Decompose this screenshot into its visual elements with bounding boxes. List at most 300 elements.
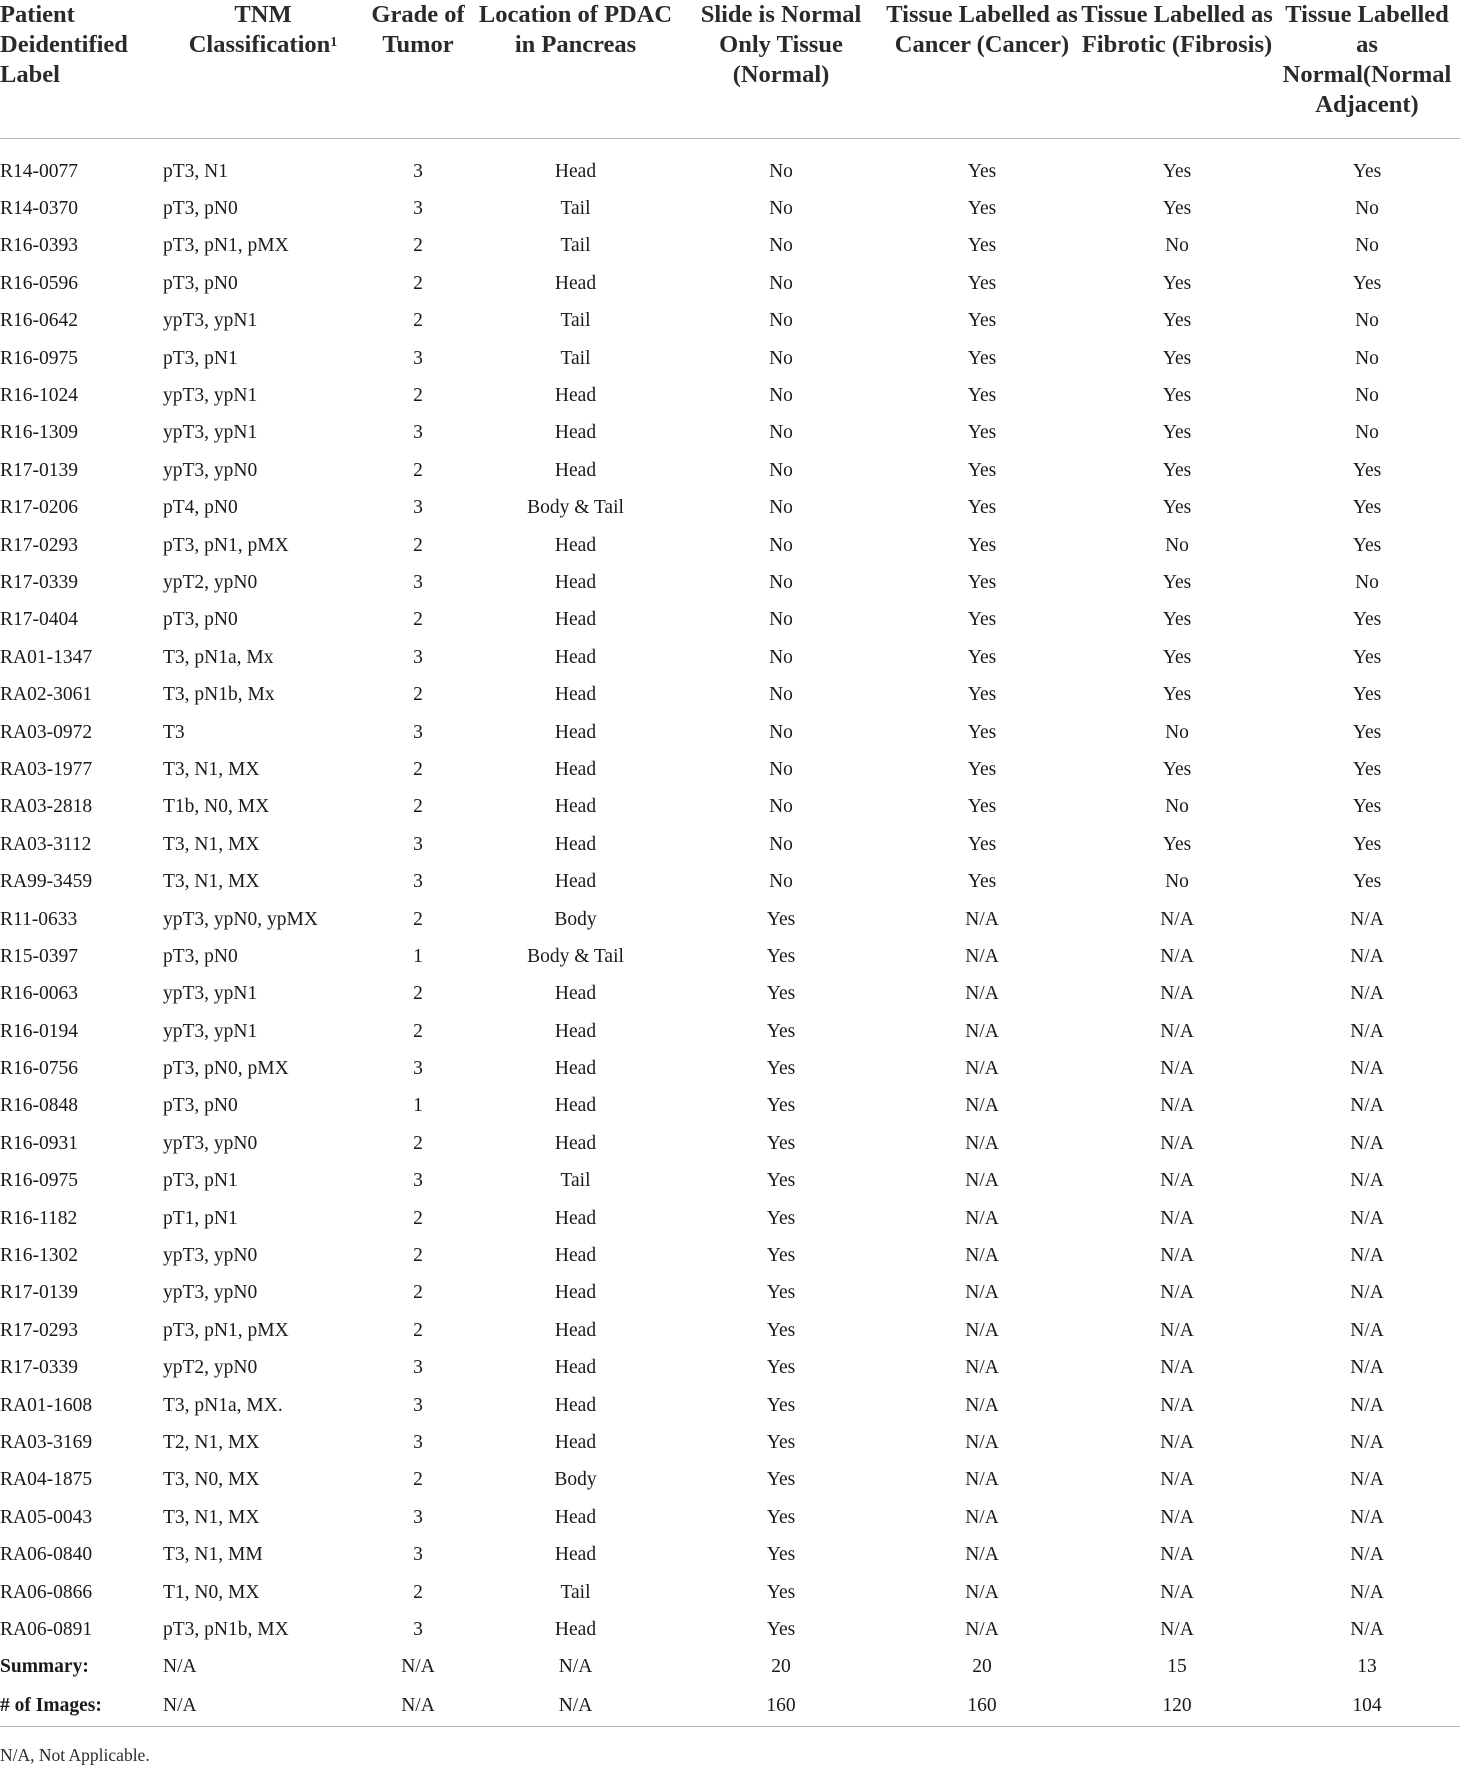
cell-normal-adjacent: No: [1355, 235, 1379, 257]
cell-tnm: pT3, pN0: [163, 945, 238, 967]
cell-cancer: N/A: [965, 1394, 999, 1416]
table-row: [0, 190, 1460, 227]
summary-cell-tnm: N/A: [163, 1686, 363, 1727]
cell-patient-label: RA01-1608: [0, 1394, 93, 1416]
cell-location: Body & Tail: [527, 945, 624, 967]
cell-cancer: Yes: [967, 310, 997, 332]
summary-cell-cancer: 20: [972, 1656, 992, 1678]
summary-cell-location: N/A: [558, 1656, 593, 1678]
cell-grade: 2: [413, 1245, 423, 1267]
cell-cancer: Yes: [967, 272, 997, 294]
cell-patient-label: RA06-0891: [0, 1618, 93, 1640]
cell-normal-adjacent: Yes: [1352, 871, 1382, 893]
cell-tnm: ypT2, ypN0: [163, 571, 258, 593]
table-row: [0, 714, 1460, 751]
cell-tnm: pT3, pN1, pMX: [163, 1319, 289, 1341]
cell-normal-only: Yes: [766, 1095, 796, 1117]
cell-normal-adjacent: Yes: [1352, 684, 1382, 706]
cell-normal-adjacent: No: [1355, 198, 1379, 220]
cell-patient-label: RA03-3169: [0, 1431, 93, 1453]
cell-cancer: N/A: [965, 983, 999, 1005]
cell-location: Head: [554, 385, 597, 407]
cell-cancer: N/A: [965, 1207, 999, 1229]
cell-normal-adjacent: No: [1355, 422, 1379, 444]
cell-grade: 2: [413, 908, 423, 930]
table-row: [0, 415, 1460, 452]
cell-tnm: pT3, pN0: [163, 198, 238, 220]
cell-location: Head: [554, 1020, 597, 1042]
cell-fibrosis: Yes: [1162, 272, 1192, 294]
cell-normal-only: No: [769, 646, 793, 668]
cell-tnm: pT1, pN1: [163, 1207, 238, 1229]
cell-normal-only: Yes: [766, 1245, 796, 1267]
table-row: [0, 1050, 1460, 1087]
cell-grade: 2: [413, 1020, 423, 1042]
cell-cancer: Yes: [967, 497, 997, 519]
cell-fibrosis: Yes: [1162, 310, 1192, 332]
cell-patient-label: R16-0642: [0, 310, 78, 332]
cell-normal-adjacent: N/A: [1350, 1506, 1384, 1528]
cell-grade: 3: [413, 1544, 423, 1566]
cell-patient-label: RA03-3112: [0, 833, 92, 855]
cell-fibrosis: N/A: [1160, 1394, 1194, 1416]
cell-cancer: N/A: [965, 1058, 999, 1080]
cell-cancer: N/A: [965, 945, 999, 967]
summary-cell-tnm: N/A: [163, 1656, 197, 1678]
cell-location: Tail: [560, 310, 591, 332]
cell-location: Head: [554, 1431, 597, 1453]
cell-normal-adjacent: Yes: [1352, 646, 1382, 668]
cell-normal-only: Yes: [766, 1581, 796, 1603]
cell-fibrosis: N/A: [1160, 1506, 1194, 1528]
cell-patient-label: R16-0756: [0, 1058, 78, 1080]
cell-patient-label: R16-0931: [0, 1132, 78, 1154]
cell-fibrosis: N/A: [1160, 1544, 1194, 1566]
cell-fibrosis: N/A: [1160, 1132, 1194, 1154]
cell-location: Head: [554, 1282, 597, 1304]
cell-normal-only: Yes: [766, 1020, 796, 1042]
cell-location: Head: [554, 1245, 597, 1267]
cell-normal-only: No: [769, 609, 793, 631]
cell-tnm: pT3, N1: [163, 160, 228, 182]
cell-location: Head: [554, 422, 597, 444]
cell-fibrosis: No: [1165, 796, 1189, 818]
cell-patient-label: R11-0633: [0, 908, 78, 930]
cell-tnm: T3, N0, MX: [163, 1469, 260, 1491]
cell-patient-label: R17-0139: [0, 1282, 78, 1304]
cell-tnm: ypT3, ypN1: [163, 422, 258, 444]
cell-cancer: Yes: [967, 534, 997, 556]
cell-normal-adjacent: N/A: [1350, 1319, 1384, 1341]
cell-fibrosis: N/A: [1160, 1095, 1194, 1117]
table-row: [0, 1275, 1460, 1312]
cell-grade: 2: [413, 459, 423, 481]
cell-normal-only: No: [769, 160, 793, 182]
cell-cancer: Yes: [967, 571, 997, 593]
cell-location: Head: [554, 796, 597, 818]
table-row: [0, 826, 1460, 863]
cell-tnm: T2, N1, MX: [163, 1431, 260, 1453]
table-row: [0, 938, 1460, 975]
cell-cancer: Yes: [967, 198, 997, 220]
cell-grade: 1: [413, 945, 423, 967]
cell-normal-adjacent: No: [1355, 310, 1379, 332]
cell-tnm: pT3, pN1: [163, 347, 238, 369]
cell-normal-adjacent: N/A: [1350, 1544, 1384, 1566]
cell-tnm: T3, N1, MM: [163, 1544, 263, 1566]
cell-fibrosis: N/A: [1160, 1469, 1194, 1491]
header-normal-only: Slide is Normal Only Tissue (Normal): [678, 0, 884, 139]
cell-normal-adjacent: N/A: [1350, 1431, 1384, 1453]
cell-tnm: T3, pN1a, Mx: [163, 646, 274, 668]
cell-normal-only: No: [769, 272, 793, 294]
cell-normal-only: No: [769, 758, 793, 780]
cell-normal-adjacent: N/A: [1350, 1394, 1384, 1416]
cell-tnm: ypT3, ypN1: [163, 1020, 258, 1042]
table-row: [0, 1611, 1460, 1648]
cell-patient-label: R16-1302: [0, 1245, 78, 1267]
summary-cell-fibrosis: 15: [1167, 1656, 1187, 1678]
summary-row: [0, 1649, 1460, 1686]
cell-fibrosis: N/A: [1160, 1282, 1194, 1304]
cell-tnm: ypT3, ypN0, ypMX: [163, 908, 318, 930]
header-row: [0, 0, 1460, 139]
cell-grade: 3: [413, 833, 423, 855]
cell-normal-only: Yes: [766, 1170, 796, 1192]
cell-patient-label: R16-1024: [0, 385, 78, 407]
table-row: [0, 1424, 1460, 1461]
cell-cancer: Yes: [967, 758, 997, 780]
cell-location: Tail: [560, 1170, 591, 1192]
cell-location: Tail: [560, 1581, 591, 1603]
cell-patient-label: RA06-0866: [0, 1581, 93, 1603]
cell-fibrosis: Yes: [1162, 198, 1192, 220]
cell-fibrosis: N/A: [1160, 1058, 1194, 1080]
cell-patient-label: R17-0339: [0, 1357, 78, 1379]
cell-cancer: Yes: [967, 347, 997, 369]
cell-normal-adjacent: N/A: [1350, 945, 1384, 967]
cell-patient-label: R14-0370: [0, 198, 78, 220]
cell-grade: 2: [413, 796, 423, 818]
cell-cancer: N/A: [965, 908, 999, 930]
cell-normal-adjacent: N/A: [1350, 908, 1384, 930]
cell-fibrosis: Yes: [1162, 833, 1192, 855]
cell-fibrosis: No: [1165, 721, 1189, 743]
cell-normal-only: No: [769, 534, 793, 556]
cell-tnm: ypT3, ypN0: [163, 1245, 258, 1267]
cell-location: Head: [554, 459, 597, 481]
table-row: [0, 340, 1460, 377]
table-row: [0, 1387, 1460, 1424]
cell-normal-only: No: [769, 684, 793, 706]
cell-patient-label: RA99-3459: [0, 871, 93, 893]
cell-tnm: pT3, pN1, pMX: [163, 235, 289, 257]
cell-fibrosis: Yes: [1162, 646, 1192, 668]
table-row: [0, 1013, 1460, 1050]
cell-normal-adjacent: N/A: [1350, 1581, 1384, 1603]
table-row: [0, 1312, 1460, 1349]
cell-cancer: N/A: [965, 1357, 999, 1379]
cell-grade: 2: [413, 534, 423, 556]
cell-normal-adjacent: No: [1355, 347, 1379, 369]
cell-patient-label: R16-0975: [0, 1170, 78, 1192]
cell-normal-adjacent: No: [1355, 385, 1379, 407]
cell-normal-adjacent: N/A: [1350, 1469, 1384, 1491]
table-row: [0, 1200, 1460, 1237]
cell-grade: 3: [413, 160, 423, 182]
cell-fibrosis: N/A: [1160, 1170, 1194, 1192]
cell-normal-only: Yes: [766, 1058, 796, 1080]
cell-location: Head: [554, 684, 597, 706]
cell-normal-adjacent: Yes: [1352, 160, 1382, 182]
cell-cancer: Yes: [967, 160, 997, 182]
table-row: [0, 490, 1460, 527]
cell-tnm: ypT3, ypN1: [163, 310, 258, 332]
cell-cancer: N/A: [965, 1245, 999, 1267]
cell-cancer: Yes: [967, 871, 997, 893]
cell-patient-label: RA05-0043: [0, 1506, 93, 1528]
cell-grade: 2: [413, 272, 423, 294]
cell-location: Body: [554, 908, 597, 930]
cell-normal-adjacent: Yes: [1352, 721, 1382, 743]
footnote-marker: 1: [330, 35, 338, 50]
cell-grade: 3: [413, 1506, 423, 1528]
cell-grade: 2: [413, 1207, 423, 1229]
cell-tnm: T3, pN1a, MX.: [163, 1394, 283, 1416]
cell-cancer: Yes: [967, 459, 997, 481]
cell-grade: 2: [413, 235, 423, 257]
cell-patient-label: R16-0975: [0, 347, 78, 369]
header-tnm-classification: [163, 0, 363, 139]
header-cancer: Tissue Labelled as Cancer (Cancer): [884, 0, 1080, 139]
header-fibrosis: Tissue Labelled as Fibrotic (Fibrosis): [1080, 0, 1274, 139]
table-row: [0, 676, 1460, 713]
cell-cancer: Yes: [967, 422, 997, 444]
table-row: [0, 901, 1460, 938]
cell-tnm: T3, N1, MX: [163, 1506, 260, 1528]
cell-tnm: T3, pN1b, Mx: [163, 684, 275, 706]
cell-location: Head: [554, 272, 597, 294]
cell-cancer: Yes: [967, 609, 997, 631]
cell-tnm: T3, N1, MX: [163, 871, 260, 893]
cell-cancer: Yes: [967, 646, 997, 668]
cell-grade: 3: [413, 198, 423, 220]
cell-tnm: ypT3, ypN1: [163, 983, 258, 1005]
cell-location: Head: [554, 1095, 597, 1117]
image-count-row: [0, 1686, 1460, 1727]
cell-patient-label: R17-0206: [0, 497, 78, 519]
cell-patient-label: R16-1182: [0, 1207, 78, 1229]
cell-grade: 3: [413, 571, 423, 593]
cell-normal-adjacent: N/A: [1350, 1282, 1384, 1304]
cell-normal-only: Yes: [766, 1207, 796, 1229]
cell-cancer: N/A: [965, 1170, 999, 1192]
cell-fibrosis: Yes: [1162, 385, 1192, 407]
table-row: [0, 228, 1460, 265]
cell-patient-label: R17-0404: [0, 609, 78, 631]
cell-fibrosis: N/A: [1160, 1020, 1194, 1042]
cell-fibrosis: N/A: [1160, 1319, 1194, 1341]
cell-location: Head: [554, 646, 597, 668]
cell-tnm: ypT3, ypN1: [163, 385, 258, 407]
header-normal-adjacent: Tissue Labelled as Normal(Normal Adjacent): [1274, 0, 1460, 139]
cell-normal-adjacent: N/A: [1350, 1357, 1384, 1379]
cell-location: Head: [554, 1058, 597, 1080]
summary-label: Summary:: [0, 1656, 89, 1678]
table-footnote: N/A, Not Applicable.: [0, 1745, 150, 1765]
cell-fibrosis: N/A: [1160, 1431, 1194, 1453]
cell-location: Tail: [560, 235, 591, 257]
cell-patient-label: R16-0063: [0, 983, 78, 1005]
cell-cancer: Yes: [967, 796, 997, 818]
cell-patient-label: R16-0194: [0, 1020, 78, 1042]
cell-normal-adjacent: Yes: [1352, 272, 1382, 294]
cell-grade: 3: [413, 721, 423, 743]
summary-cell-normal-only: 20: [771, 1656, 791, 1678]
cell-cancer: Yes: [967, 385, 997, 407]
cell-fibrosis: N/A: [1160, 1618, 1194, 1640]
cell-cancer: N/A: [965, 1544, 999, 1566]
cell-patient-label: R17-0293: [0, 1319, 78, 1341]
cell-cancer: N/A: [965, 1431, 999, 1453]
summary-cell-normal-adjacent: 104: [1274, 1686, 1460, 1727]
cell-normal-adjacent: N/A: [1350, 983, 1384, 1005]
cell-location: Head: [554, 721, 597, 743]
cell-fibrosis: N/A: [1160, 908, 1194, 930]
cell-normal-only: No: [769, 721, 793, 743]
cell-cancer: N/A: [965, 1618, 999, 1640]
cell-grade: 3: [413, 1357, 423, 1379]
cell-tnm: pT3, pN1, pMX: [163, 534, 289, 556]
cell-normal-adjacent: Yes: [1352, 609, 1382, 631]
cell-fibrosis: Yes: [1162, 758, 1192, 780]
table-row: [0, 863, 1460, 900]
cell-normal-only: Yes: [766, 1132, 796, 1154]
cell-tnm: ypT3, ypN0: [163, 1132, 258, 1154]
cell-location: Head: [554, 1544, 597, 1566]
table-row: [0, 527, 1460, 564]
summary-label: # of Images:: [0, 1686, 163, 1727]
summary-cell-location: N/A: [473, 1686, 678, 1727]
cell-tnm: ypT2, ypN0: [163, 1357, 258, 1379]
header-location: Location of PDAC in Pancreas: [473, 0, 678, 139]
cell-location: Body & Tail: [527, 497, 624, 519]
cell-tnm: T1, N0, MX: [163, 1581, 260, 1603]
table-row: [0, 789, 1460, 826]
cell-grade: 3: [413, 497, 423, 519]
cell-grade: 3: [413, 871, 423, 893]
cell-fibrosis: N/A: [1160, 983, 1194, 1005]
cell-location: Head: [554, 160, 597, 182]
cell-normal-only: No: [769, 796, 793, 818]
cell-fibrosis: No: [1165, 235, 1189, 257]
cell-patient-label: RA02-3061: [0, 684, 93, 706]
cell-tnm: T1b, N0, MX: [163, 796, 270, 818]
cell-cancer: N/A: [965, 1319, 999, 1341]
cell-patient-label: R16-0596: [0, 272, 78, 294]
cell-grade: 3: [413, 347, 423, 369]
summary-cell-fibrosis: 120: [1080, 1686, 1274, 1727]
cell-normal-adjacent: Yes: [1352, 758, 1382, 780]
cell-fibrosis: Yes: [1162, 571, 1192, 593]
cell-normal-only: Yes: [766, 1431, 796, 1453]
cell-grade: 2: [413, 1282, 423, 1304]
table-row: [0, 377, 1460, 414]
cell-cancer: Yes: [967, 684, 997, 706]
cell-tnm: pT3, pN0: [163, 272, 238, 294]
cell-location: Head: [554, 1132, 597, 1154]
cell-location: Head: [554, 1394, 597, 1416]
cell-normal-only: Yes: [766, 945, 796, 967]
cell-cancer: Yes: [967, 833, 997, 855]
cell-grade: 3: [413, 1394, 423, 1416]
cell-fibrosis: No: [1165, 871, 1189, 893]
cell-normal-adjacent: N/A: [1350, 1058, 1384, 1080]
table-row: [0, 1088, 1460, 1125]
cell-fibrosis: Yes: [1162, 422, 1192, 444]
cell-patient-label: RA03-1977: [0, 758, 93, 780]
cell-normal-adjacent: Yes: [1352, 833, 1382, 855]
cell-tnm: ypT3, ypN0: [163, 1282, 258, 1304]
cell-grade: 2: [413, 1319, 423, 1341]
cell-grade: 2: [413, 983, 423, 1005]
cell-normal-only: No: [769, 422, 793, 444]
cell-location: Tail: [560, 198, 591, 220]
cell-patient-label: R16-1309: [0, 422, 78, 444]
cell-patient-label: R14-0077: [0, 160, 78, 182]
table-row: [0, 1462, 1460, 1499]
cell-normal-adjacent: N/A: [1350, 1020, 1384, 1042]
cell-normal-adjacent: No: [1355, 571, 1379, 593]
cell-normal-only: No: [769, 235, 793, 257]
cell-cancer: N/A: [965, 1095, 999, 1117]
summary-cell-cancer: 160: [884, 1686, 1080, 1727]
cell-fibrosis: N/A: [1160, 1245, 1194, 1267]
cell-cancer: Yes: [967, 721, 997, 743]
table-row: [0, 1536, 1460, 1573]
cell-patient-label: R16-0393: [0, 235, 78, 257]
summary-cell-grade: N/A: [363, 1686, 473, 1727]
cell-grade: 2: [413, 385, 423, 407]
cell-normal-only: No: [769, 310, 793, 332]
cell-normal-only: No: [769, 459, 793, 481]
cell-grade: 2: [413, 758, 423, 780]
cell-grade: 3: [413, 1058, 423, 1080]
cell-fibrosis: No: [1165, 534, 1189, 556]
cell-cancer: Yes: [967, 235, 997, 257]
cell-patient-label: R17-0293: [0, 534, 78, 556]
cell-fibrosis: N/A: [1160, 1207, 1194, 1229]
table-row: [0, 452, 1460, 489]
cell-tnm: pT4, pN0: [163, 497, 238, 519]
cell-normal-adjacent: Yes: [1352, 796, 1382, 818]
cell-cancer: N/A: [965, 1132, 999, 1154]
cell-cancer: N/A: [965, 1469, 999, 1491]
table-row: [0, 751, 1460, 788]
table-body: [0, 139, 1460, 1727]
cell-tnm: pT3, pN0: [163, 609, 238, 631]
cell-patient-label: R17-0139: [0, 459, 78, 481]
cell-grade: 2: [413, 1581, 423, 1603]
cell-normal-only: Yes: [766, 1319, 796, 1341]
cell-tnm: pT3, pN1: [163, 1170, 238, 1192]
cell-grade: 3: [413, 1618, 423, 1640]
table-header: [0, 0, 1460, 139]
table-row: [0, 564, 1460, 601]
table-row: [0, 1499, 1460, 1536]
table-row: [0, 303, 1460, 340]
cell-fibrosis: Yes: [1162, 160, 1192, 182]
